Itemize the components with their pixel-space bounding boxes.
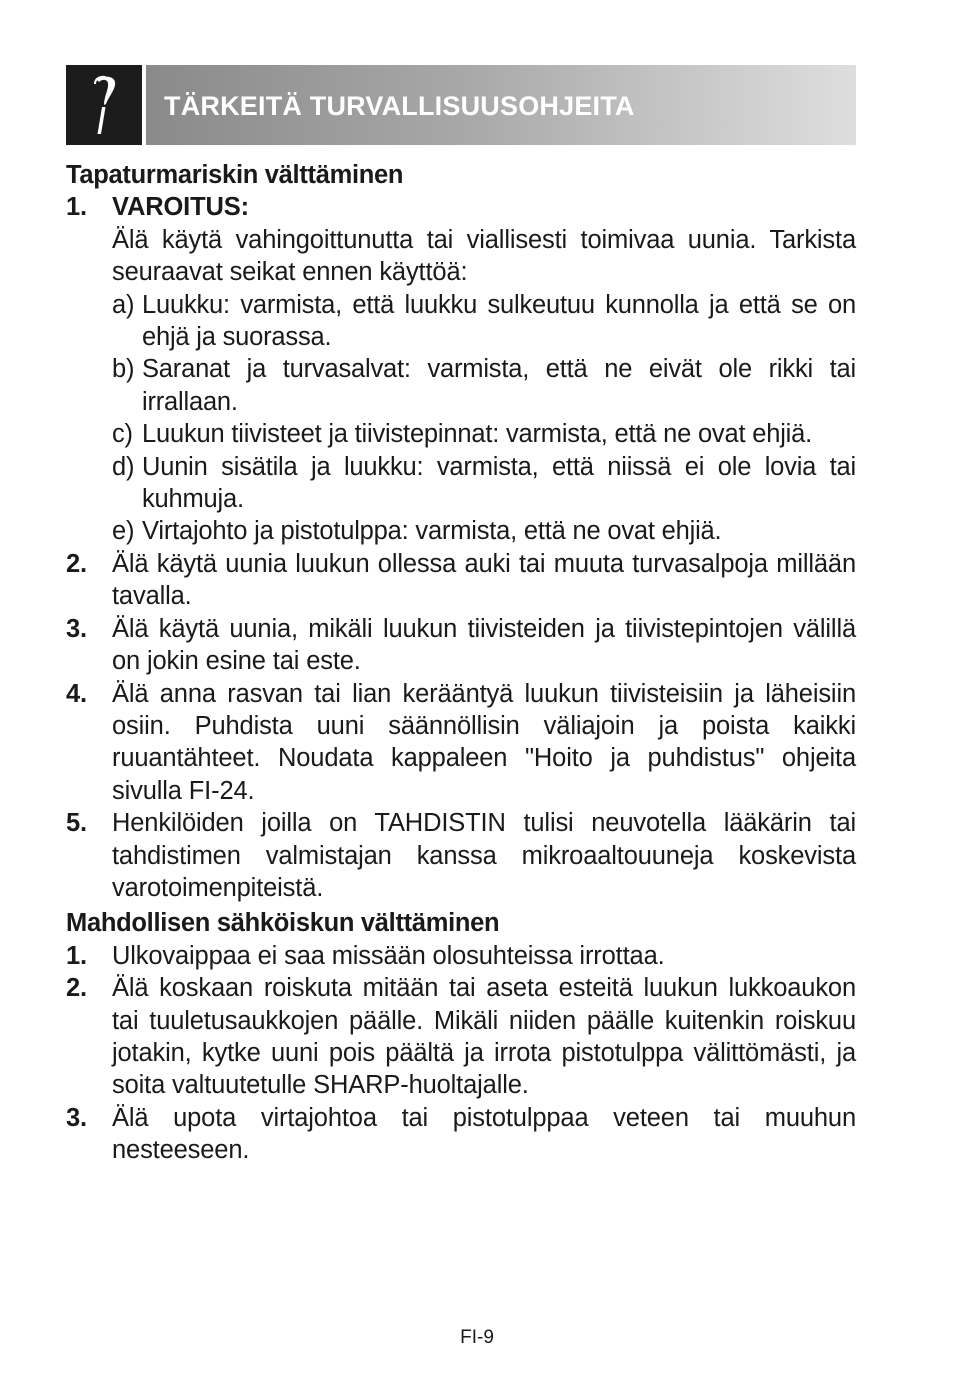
item-number: 3.: [66, 1103, 87, 1132]
sub-item-text: Luukun tiivisteet ja tiivistepinnat: varmista, että ne ovat ehjiä.: [142, 420, 812, 449]
list-item: [66, 191, 856, 547]
sub-item: [112, 289, 856, 354]
sub-item-text: Uunin sisätila ja luukku: varmista, että niissä ei ole lovia tai kuhmuja.: [142, 452, 856, 514]
sub-item: [112, 418, 856, 450]
item-text: Henkilöiden joilla on TAHDISTIN tulisi neuvotella lääkärin tai tahdistimen valmistajan kanssa mikroaaltouuneja koskevista varotoimenpiteistä.: [112, 809, 856, 902]
sub-item: [112, 353, 856, 418]
item-text: Älä käytä vahingoittunutta tai viallisesti toimivaa uunia. Tarkista seuraavat seikat ennen käyttöä:: [112, 225, 856, 287]
item-number: 3.: [66, 614, 87, 643]
sub-item-text: Virtajohto ja pistotulppa: varmista, että ne ovat ehjiä.: [142, 517, 722, 546]
header-bar: [146, 65, 856, 145]
item-number: 1.: [66, 193, 87, 222]
sub-item-letter: b): [112, 355, 135, 384]
exclamation-icon: [87, 74, 121, 136]
sub-item-letter: c): [112, 420, 133, 449]
list-item: [66, 807, 856, 904]
sub-item-text: Saranat ja turvasalvat: varmista, että ne eivät ole rikki tai irrallaan.: [142, 355, 856, 416]
warning-badge: [66, 65, 142, 145]
item-text: Älä käytä uunia luukun ollessa auki tai muuta turvasalpoja millään tavalla.: [112, 549, 856, 611]
header-title: TÄRKEITÄ TURVALLISUUSOHJEITA: [164, 90, 635, 121]
section-header: [66, 65, 856, 145]
item-number: 2.: [66, 549, 87, 578]
item-number: 1.: [66, 941, 87, 970]
sub-item-text: Luukku: varmista, että luukku sulkeutuu kunnolla ja että se on ehjä ja suorassa.: [142, 290, 856, 352]
item-text: Älä käytä uunia, mikäli luukun tiivisteiden ja tiivistepintojen välillä on jokin esine tai este.: [112, 614, 856, 676]
item-number: 2.: [66, 974, 87, 1003]
section-title-electric-shock: Mahdollisen sähköiskun välttäminen: [66, 909, 500, 938]
list-item: [66, 613, 856, 678]
sub-item: [112, 515, 856, 547]
item-text: Älä upota virtajohtoa tai pistotulppaa veteen tai muuhun nesteeseen.: [112, 1103, 856, 1165]
list-item: [66, 940, 856, 972]
sub-item-letter: e): [112, 517, 135, 546]
item-number: 4.: [66, 679, 87, 708]
list-item: [66, 548, 856, 613]
item-number: 5.: [66, 809, 87, 838]
page-number: FI-9: [460, 1327, 494, 1348]
list-item: [66, 678, 856, 808]
document-body: [66, 159, 856, 1167]
sub-item: [112, 451, 856, 516]
section-title-injury: Tapaturmariskin välttäminen: [66, 161, 404, 189]
sub-item-letter: d): [112, 452, 135, 481]
item-text: Älä koskaan roiskuta mitään tai aseta esteitä luukun lukkoaukon tai tuuletusaukkojen päälle. Mikäli niiden päälle kuitenkin roiskuu jotakin, kytke uuni pois päältä ja irrota pistotulppa välittömästi, ja soita valtuutetulle SHARP-huoltajalle.: [112, 974, 856, 1100]
list-item: [66, 1102, 856, 1167]
item-text: Älä anna rasvan tai lian kerääntyä luukun tiivisteisiin ja läheisiin osiin. Puhdista uuni säännöllisin väliajoin ja poista kaikki ruuantähteet. Noudata kappaleen "Hoito ja puhdistus" ohjeita sivulla FI-24.: [112, 679, 856, 805]
sub-item-letter: a): [112, 290, 135, 319]
list-item: [66, 972, 856, 1102]
item-text: Ulkovaippaa ei saa missään olosuhteissa irrottaa.: [112, 941, 665, 970]
warning-label: VAROITUS:: [112, 193, 250, 222]
